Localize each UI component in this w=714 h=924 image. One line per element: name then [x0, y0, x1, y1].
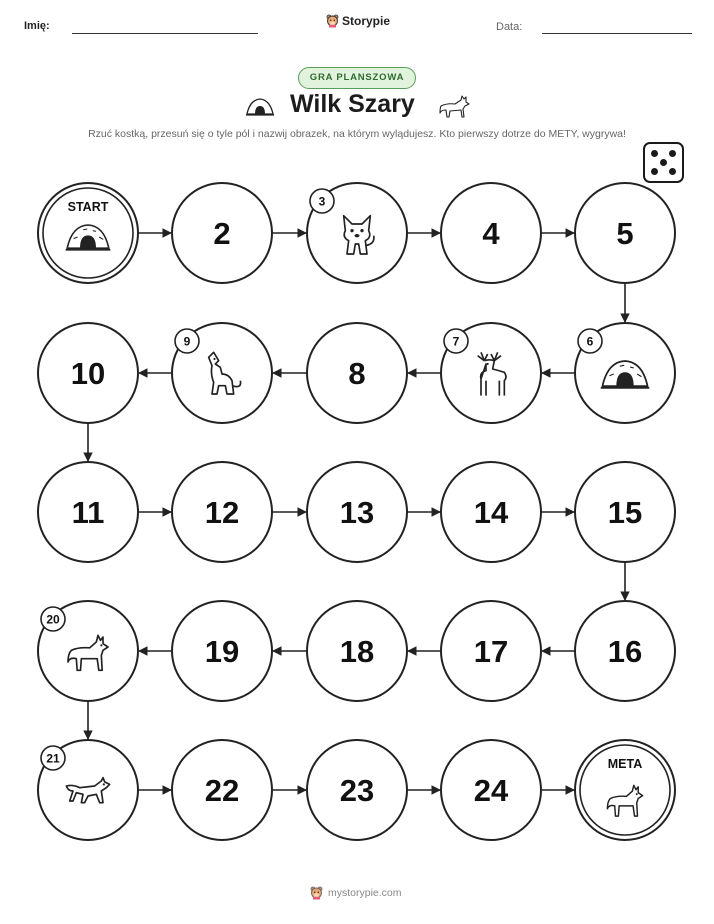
cell-number: 3 — [318, 194, 326, 209]
cell-number: 7 — [452, 334, 460, 349]
cell-number: 10 — [70, 356, 106, 391]
board-cell-23 — [307, 740, 407, 840]
board-cell-18 — [307, 601, 407, 701]
board-cell-22 — [172, 740, 272, 840]
board-cell-13 — [307, 462, 407, 562]
board-cell-12 — [172, 462, 272, 562]
board-cell-8 — [307, 323, 407, 423]
cell-number: 20 — [46, 612, 60, 627]
cell-number: 2 — [213, 216, 231, 251]
board-cell-6 — [575, 323, 675, 423]
board-cell-24 — [441, 740, 541, 840]
cell-number: 17 — [473, 634, 509, 669]
date-label: Data: — [496, 21, 523, 33]
board-cell-17 — [441, 601, 541, 701]
logo-text: Storypie — [342, 14, 391, 28]
footer-website: mystorypie.com — [328, 887, 402, 899]
cell-number: 9 — [183, 334, 191, 349]
board-cell-14 — [441, 462, 541, 562]
board-cell-5 — [575, 183, 675, 283]
cell-number: 19 — [204, 634, 240, 669]
board-cell-11 — [38, 462, 138, 562]
board-cell-21 — [38, 740, 138, 840]
cell-number: 12 — [204, 495, 240, 530]
page-title: Wilk Szary — [290, 90, 415, 118]
cell-number: 15 — [607, 495, 643, 530]
instructions-text: Rzuć kostką, przesuń się o tyle pól i nazwij obrazek, na którym wylądujesz. Kto pierwszy dotrze do METY, wygrywa! — [88, 128, 626, 140]
cell-number: 5 — [616, 216, 634, 251]
cell-number: 22 — [204, 773, 240, 808]
board-cell-19 — [172, 601, 272, 701]
cell-number: 18 — [339, 634, 375, 669]
cell-circle — [575, 740, 675, 840]
name-label: Imię: — [24, 20, 50, 32]
board-cell-7 — [441, 323, 541, 423]
board-cell-2 — [172, 183, 272, 283]
game-type-badge: GRA PLANSZOWA — [298, 67, 416, 89]
cell-number: 13 — [339, 495, 375, 530]
board-cell-16 — [575, 601, 675, 701]
board-cell-finish — [575, 740, 675, 840]
board-cell-start — [38, 183, 138, 283]
board-cell-10 — [38, 323, 138, 423]
bear-mascot-icon — [310, 886, 323, 900]
board-cell-15 — [575, 462, 675, 562]
board-cell-9 — [172, 323, 272, 423]
cell-number: 24 — [473, 773, 509, 808]
cell-number: 11 — [71, 495, 105, 530]
cell-number: 4 — [482, 216, 500, 251]
page-footer — [310, 886, 402, 900]
cell-number: 23 — [339, 773, 375, 808]
board-cell-3 — [307, 183, 407, 283]
board-cell-20 — [38, 601, 138, 701]
cell-number: 14 — [473, 495, 509, 530]
cell-number: 8 — [348, 356, 366, 391]
cell-number: 16 — [607, 634, 643, 669]
cell-number: 6 — [586, 334, 594, 349]
cell-number: 21 — [46, 751, 60, 766]
board-cell-4 — [441, 183, 541, 283]
finish-label: META — [607, 757, 643, 771]
start-label: START — [67, 200, 109, 214]
